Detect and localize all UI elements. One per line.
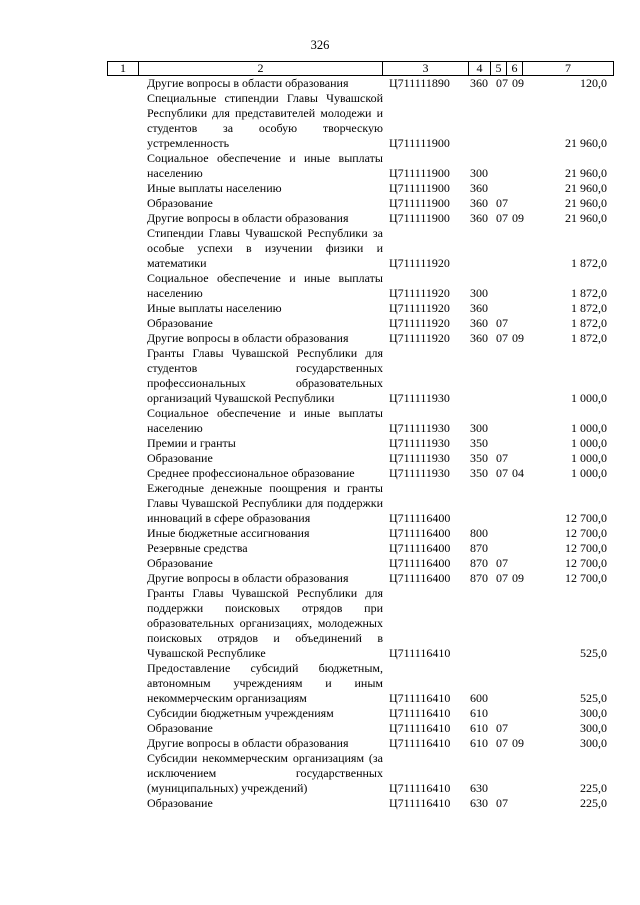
row-name: Другие вопросы в области образования (147, 76, 349, 90)
row-name: Предоставление субсидий бюджетным, автономным учреждениям и иным некоммерческим организациям (147, 661, 383, 705)
row-name: Другие вопросы в области образования (147, 571, 349, 585)
row-amount: 1 872,0 (571, 316, 607, 330)
row-name: Иные бюджетные ассигнования (147, 526, 310, 540)
row-name: Субсидии бюджетным учреждениям (147, 706, 334, 720)
row-subsection-code: 07 (496, 76, 508, 90)
row-section-code: 300 (470, 421, 488, 435)
row-section-code: 300 (470, 286, 488, 300)
budget-table-body (0, 76, 640, 811)
row-section-code: 350 (470, 451, 488, 465)
column-header-2: 2 (139, 62, 383, 76)
row-item-code: 09 (512, 736, 524, 750)
row-section-code: 360 (470, 316, 488, 330)
row-code: Ц711111930 (389, 391, 450, 405)
row-amount: 21 960,0 (565, 196, 607, 210)
column-header-3: 3 (383, 62, 469, 76)
column-header-4: 4 (469, 62, 491, 76)
row-name: Специальные стипендии Главы Чувашской Республики для представителей молодежи и студентов за особую творческую устремленность (147, 91, 383, 150)
row-name: Образование (147, 721, 213, 735)
row-code: Ц711116410 (389, 721, 451, 735)
table-row (0, 91, 640, 151)
row-subsection-code: 07 (496, 571, 508, 585)
row-amount: 12 700,0 (565, 511, 607, 525)
row-amount: 225,0 (580, 781, 607, 795)
row-name: Субсидии некоммерческим организациям (за исключением государственных (муниципальных) учреждений) (147, 751, 383, 795)
row-subsection-code: 07 (496, 796, 508, 810)
table-row (0, 586, 640, 661)
row-amount: 1 872,0 (571, 286, 607, 300)
table-row (0, 301, 640, 316)
row-code: Ц711116400 (389, 526, 451, 540)
column-header-7: 7 (523, 62, 614, 76)
row-code: Ц711116410 (389, 691, 451, 705)
row-amount: 120,0 (580, 76, 607, 90)
table-row (0, 556, 640, 571)
row-code: Ц711111930 (389, 466, 450, 480)
row-amount: 225,0 (580, 796, 607, 810)
table-row (0, 466, 640, 481)
row-name: Резервные средства (147, 541, 248, 555)
table-row (0, 226, 640, 271)
table-row (0, 346, 640, 406)
row-section-code: 350 (470, 436, 488, 450)
row-amount: 1 000,0 (571, 451, 607, 465)
row-name: Другие вопросы в области образования (147, 331, 349, 345)
row-code: Ц711111900 (389, 181, 450, 195)
row-name: Социальное обеспечение и иные выплаты населению (147, 406, 383, 435)
row-subsection-code: 07 (496, 196, 508, 210)
table-row (0, 436, 640, 451)
row-code: Ц711111920 (389, 286, 450, 300)
row-amount: 300,0 (580, 736, 607, 750)
row-name: Образование (147, 196, 213, 210)
row-code: Ц711116400 (389, 571, 451, 585)
row-section-code: 360 (470, 331, 488, 345)
table-row (0, 721, 640, 736)
row-code: Ц711111900 (389, 166, 450, 180)
row-amount: 1 000,0 (571, 466, 607, 480)
row-name: Иные выплаты населению (147, 181, 282, 195)
row-amount: 1 000,0 (571, 421, 607, 435)
row-code: Ц711111920 (389, 301, 450, 315)
table-row (0, 271, 640, 301)
row-section-code: 870 (470, 571, 488, 585)
row-section-code: 360 (470, 211, 488, 225)
row-name: Другие вопросы в области образования (147, 211, 349, 225)
row-name: Гранты Главы Чувашской Республики для поддержки поисковых отрядов при образовательных организациях, молодежных поисковых отрядов и объединений в Чувашской Республике (147, 586, 383, 660)
column-header-5: 5 (491, 62, 507, 76)
row-code: Ц711116400 (389, 541, 451, 555)
row-name: Образование (147, 316, 213, 330)
row-subsection-code: 07 (496, 736, 508, 750)
table-row (0, 331, 640, 346)
row-code: Ц711116400 (389, 556, 451, 570)
column-header-1: 1 (108, 62, 139, 76)
row-section-code: 360 (470, 76, 488, 90)
table-row (0, 451, 640, 466)
row-code: Ц711111900 (389, 211, 450, 225)
row-amount: 1 000,0 (571, 391, 607, 405)
row-code: Ц711111930 (389, 421, 450, 435)
row-subsection-code: 07 (496, 466, 508, 480)
row-section-code: 800 (470, 526, 488, 540)
row-code: Ц711116410 (389, 781, 451, 795)
row-code: Ц711111930 (389, 451, 450, 465)
row-section-code: 360 (470, 196, 488, 210)
column-header-6: 6 (507, 62, 523, 76)
row-subsection-code: 07 (496, 451, 508, 465)
row-amount: 1 872,0 (571, 256, 607, 270)
row-name: Образование (147, 796, 213, 810)
table-row (0, 196, 640, 211)
row-amount: 300,0 (580, 721, 607, 735)
table-row (0, 706, 640, 721)
table-row (0, 751, 640, 796)
row-amount: 300,0 (580, 706, 607, 720)
row-code: Ц711116410 (389, 736, 451, 750)
row-amount: 21 960,0 (565, 166, 607, 180)
row-amount: 21 960,0 (565, 136, 607, 150)
table-row (0, 571, 640, 586)
row-section-code: 300 (470, 166, 488, 180)
row-name: Среднее профессиональное образование (147, 466, 355, 480)
row-amount: 12 700,0 (565, 556, 607, 570)
row-section-code: 630 (470, 796, 488, 810)
row-name: Образование (147, 556, 213, 570)
row-amount: 525,0 (580, 691, 607, 705)
row-code: Ц711111930 (389, 436, 450, 450)
table-row (0, 76, 640, 91)
row-name: Иные выплаты населению (147, 301, 282, 315)
row-code: Ц711111890 (389, 76, 450, 90)
row-item-code: 09 (512, 331, 524, 345)
row-item-code: 09 (512, 76, 524, 90)
row-section-code: 630 (470, 781, 488, 795)
row-section-code: 610 (470, 706, 488, 720)
row-section-code: 870 (470, 541, 488, 555)
row-code: Ц711111920 (389, 331, 450, 345)
row-name: Гранты Главы Чувашской Республики для студентов государственных профессиональных образовательных организаций Чувашской Республики (147, 346, 383, 405)
row-subsection-code: 07 (496, 316, 508, 330)
column-header-table (107, 61, 614, 76)
row-name: Социальное обеспечение и иные выплаты населению (147, 151, 383, 180)
row-name: Образование (147, 451, 213, 465)
row-section-code: 610 (470, 736, 488, 750)
row-section-code: 610 (470, 721, 488, 735)
row-code: Ц711111900 (389, 136, 450, 150)
row-amount: 1 872,0 (571, 301, 607, 315)
table-row (0, 796, 640, 811)
row-code: Ц711111920 (389, 256, 450, 270)
row-code: Ц711111920 (389, 316, 450, 330)
row-amount: 21 960,0 (565, 181, 607, 195)
table-row (0, 736, 640, 751)
row-amount: 525,0 (580, 646, 607, 660)
row-amount: 12 700,0 (565, 526, 607, 540)
row-section-code: 870 (470, 556, 488, 570)
page-number: 326 (310, 38, 330, 52)
row-code: Ц711116400 (389, 511, 451, 525)
row-subsection-code: 07 (496, 556, 508, 570)
row-item-code: 09 (512, 571, 524, 585)
row-code: Ц711116410 (389, 796, 451, 810)
row-name: Ежегодные денежные поощрения и гранты Главы Чувашской Республики для поддержки инноваций в сфере образования (147, 481, 383, 525)
row-section-code: 600 (470, 691, 488, 705)
row-name: Премии и гранты (147, 436, 236, 450)
table-row (0, 541, 640, 556)
row-amount: 21 960,0 (565, 211, 607, 225)
table-row (0, 211, 640, 226)
table-row (0, 526, 640, 541)
row-amount: 1 000,0 (571, 436, 607, 450)
table-row (0, 661, 640, 706)
table-row (0, 181, 640, 196)
row-subsection-code: 07 (496, 211, 508, 225)
table-row (0, 406, 640, 436)
table-row (0, 316, 640, 331)
row-amount: 12 700,0 (565, 571, 607, 585)
row-code: Ц711116410 (389, 646, 451, 660)
row-section-code: 350 (470, 466, 488, 480)
row-name: Стипендии Главы Чувашской Республики за особые успехи в изучении физики и математики (147, 226, 383, 270)
row-subsection-code: 07 (496, 721, 508, 735)
row-amount: 1 872,0 (571, 331, 607, 345)
table-row (0, 481, 640, 526)
table-row (0, 151, 640, 181)
row-section-code: 360 (470, 301, 488, 315)
row-name: Социальное обеспечение и иные выплаты населению (147, 271, 383, 300)
column-header-row (108, 62, 614, 76)
row-code: Ц711111900 (389, 196, 450, 210)
row-item-code: 04 (512, 466, 524, 480)
row-subsection-code: 07 (496, 331, 508, 345)
row-amount: 12 700,0 (565, 541, 607, 555)
row-item-code: 09 (512, 211, 524, 225)
row-code: Ц711116410 (389, 706, 451, 720)
row-name: Другие вопросы в области образования (147, 736, 349, 750)
row-section-code: 360 (470, 181, 488, 195)
